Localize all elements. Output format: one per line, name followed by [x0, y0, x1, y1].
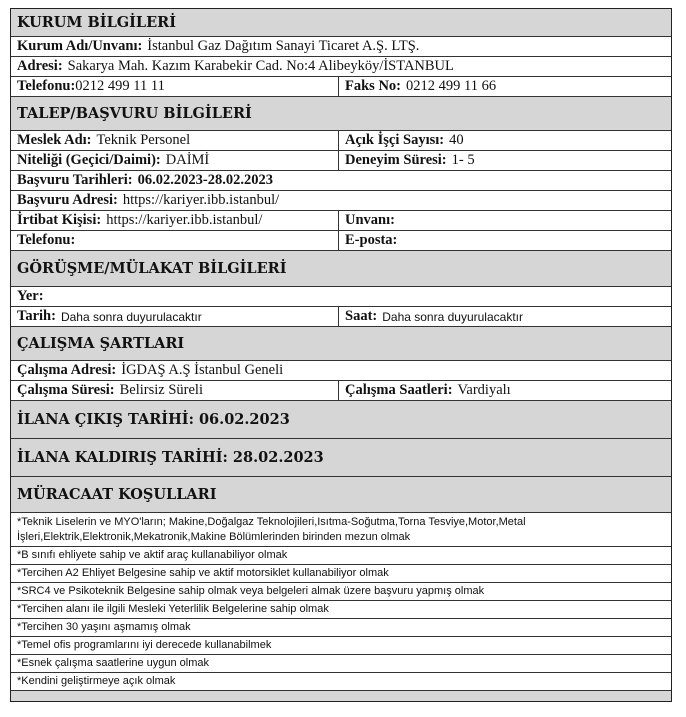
field-label: Meslek Adı:: [17, 132, 92, 148]
removal-date: İLANA KALDIRIŞ TARİHİ: 28.02.2023: [17, 449, 324, 466]
field-label: Telefonu:: [17, 78, 76, 94]
field-label: İrtibat Kişisi:: [17, 212, 102, 228]
row-yer: [11, 287, 671, 307]
requirement-text: *Tercihen 30 yaşını aşmamış olmak: [17, 621, 191, 633]
field-label: E-posta:: [345, 232, 398, 248]
section-header-talep: [11, 97, 671, 131]
field-label: Yer:: [17, 288, 44, 304]
requirement-text: *Kendini geliştirmeye açık olmak: [17, 675, 176, 687]
requirement-item: [11, 637, 671, 655]
requirement-text: *SRC4 ve Psikoteknik Belgesine sahip olmak veya belgeleri almak üzere başvuru yapmış olmak: [17, 585, 485, 597]
row-kurum-telefon: [11, 77, 671, 97]
field-value: İGDAŞ A.Ş İstanbul Geneli: [121, 362, 284, 378]
field-label: Çalışma Adresi:: [17, 362, 117, 378]
field-value: Daha sonra duyurulacaktır: [60, 309, 202, 324]
posting-date-row: [11, 401, 671, 439]
row-kurum-adi: [11, 37, 671, 57]
row-basvuru-tarih: [11, 171, 671, 191]
field-value: 0212 499 11 11: [75, 78, 165, 94]
requirement-item: [11, 547, 671, 565]
field-label: Çalışma Saatleri:: [345, 382, 453, 398]
requirement-text: *Esnek çalışma saatlerine uygun olmak: [17, 657, 209, 669]
section-title: MÜRACAAT KOŞULLARI: [17, 486, 217, 503]
requirement-item: [11, 655, 671, 673]
section-header-gorusme: [11, 251, 671, 287]
row-irtibat: [11, 211, 671, 231]
requirement-text: *Tercihen alanı ile ilgili Mesleki Yeterlilik Belgelerine sahip olmak: [17, 603, 329, 615]
field-value: DAİMİ: [165, 152, 210, 168]
row-gorusme-tarih: [11, 307, 671, 327]
row-nitelik: [11, 151, 671, 171]
table-footer: [11, 691, 671, 701]
field-value: Daha sonra duyurulacaktır: [382, 309, 523, 324]
field-label: Açık İşçi Sayısı:: [345, 132, 445, 148]
posting-date: İLANA ÇIKIŞ TARİHİ: 06.02.2023: [17, 411, 290, 428]
field-label: Tarih:: [17, 308, 56, 324]
requirement-item: [11, 673, 671, 691]
requirement-text: *Teknik Liselerin ve MYO'ların; Makine,Doğalgaz Teknolojileri,Isıtma-Soğutma,Torna Tesviye,Motor,Metal İşleri,Elektrik,Elektronik,Mekatronik,Makine Bölümlerinden birinden mezun olmak: [17, 515, 526, 543]
field-label: Niteliği (Geçici/Daimi):: [17, 152, 161, 168]
field-label: Deneyim Süresi:: [345, 152, 447, 168]
field-value: Teknik Personel: [96, 132, 191, 148]
field-value: Vardiyalı: [457, 382, 511, 398]
section-title: ÇALIŞMA ŞARTLARI: [17, 335, 185, 352]
field-label: Kurum Adı/Unvanı:: [17, 38, 143, 54]
row-kurum-adres: [11, 57, 671, 77]
field-label: Adresi:: [17, 58, 63, 74]
section-title: GÖRÜŞME/MÜLAKAT BİLGİLERİ: [17, 260, 287, 277]
field-label: Çalışma Süresi:: [17, 382, 115, 398]
requirement-item: [11, 565, 671, 583]
row-meslek: [11, 131, 671, 151]
field-value: 1- 5: [451, 152, 475, 168]
contact-link[interactable]: https://kariyer.ibb.istanbul/: [106, 212, 263, 228]
row-calisma-adres: [11, 361, 671, 381]
field-label: Unvanı:: [345, 212, 395, 228]
requirement-text: *B sınıfı ehliyete sahip ve aktif araç kullanabiliyor olmak: [17, 549, 288, 561]
section-header-calisma: [11, 327, 671, 361]
field-value: Sakarya Mah. Kazım Karabekir Cad. No:4 Alibeyköy/İSTANBUL: [67, 58, 454, 74]
section-header-kurum: [11, 9, 671, 37]
job-posting-form: [10, 8, 672, 702]
field-value: Belirsiz Süreli: [119, 382, 203, 398]
requirement-item: [11, 513, 671, 547]
field-value: İstanbul Gaz Dağıtım Sanayi Ticaret A.Ş. LTŞ.: [147, 38, 420, 54]
requirement-text: *Tercihen A2 Ehliyet Belgesine sahip ve aktif motorsiklet kullanabiliyor olmak: [17, 567, 389, 579]
requirement-item: [11, 583, 671, 601]
requirement-item: [11, 619, 671, 637]
field-label: Başvuru Adresi:: [17, 192, 118, 208]
requirement-item: [11, 601, 671, 619]
section-title: TALEP/BAŞVURU BİLGİLERİ: [17, 105, 252, 122]
field-label: Saat:: [345, 308, 378, 324]
removal-date-row: [11, 439, 671, 477]
field-value: 40: [449, 132, 464, 148]
row-basvuru-adres: [11, 191, 671, 211]
field-value: 0212 499 11 66: [406, 78, 497, 94]
section-header-muracaat: [11, 477, 671, 513]
row-talep-telefon: [11, 231, 671, 251]
field-label: Telefonu:: [17, 232, 76, 248]
field-label: Başvuru Tarihleri:: [17, 172, 133, 188]
section-title: KURUM BİLGİLERİ: [17, 14, 177, 31]
requirement-text: *Temel ofis programlarını iyi derecede kullanabilmek: [17, 639, 272, 651]
row-calisma-sure: [11, 381, 671, 401]
application-link[interactable]: https://kariyer.ibb.istanbul/: [122, 192, 280, 208]
field-label: Faks No:: [345, 78, 401, 94]
field-value: 06.02.2023-28.02.2023: [137, 172, 273, 188]
